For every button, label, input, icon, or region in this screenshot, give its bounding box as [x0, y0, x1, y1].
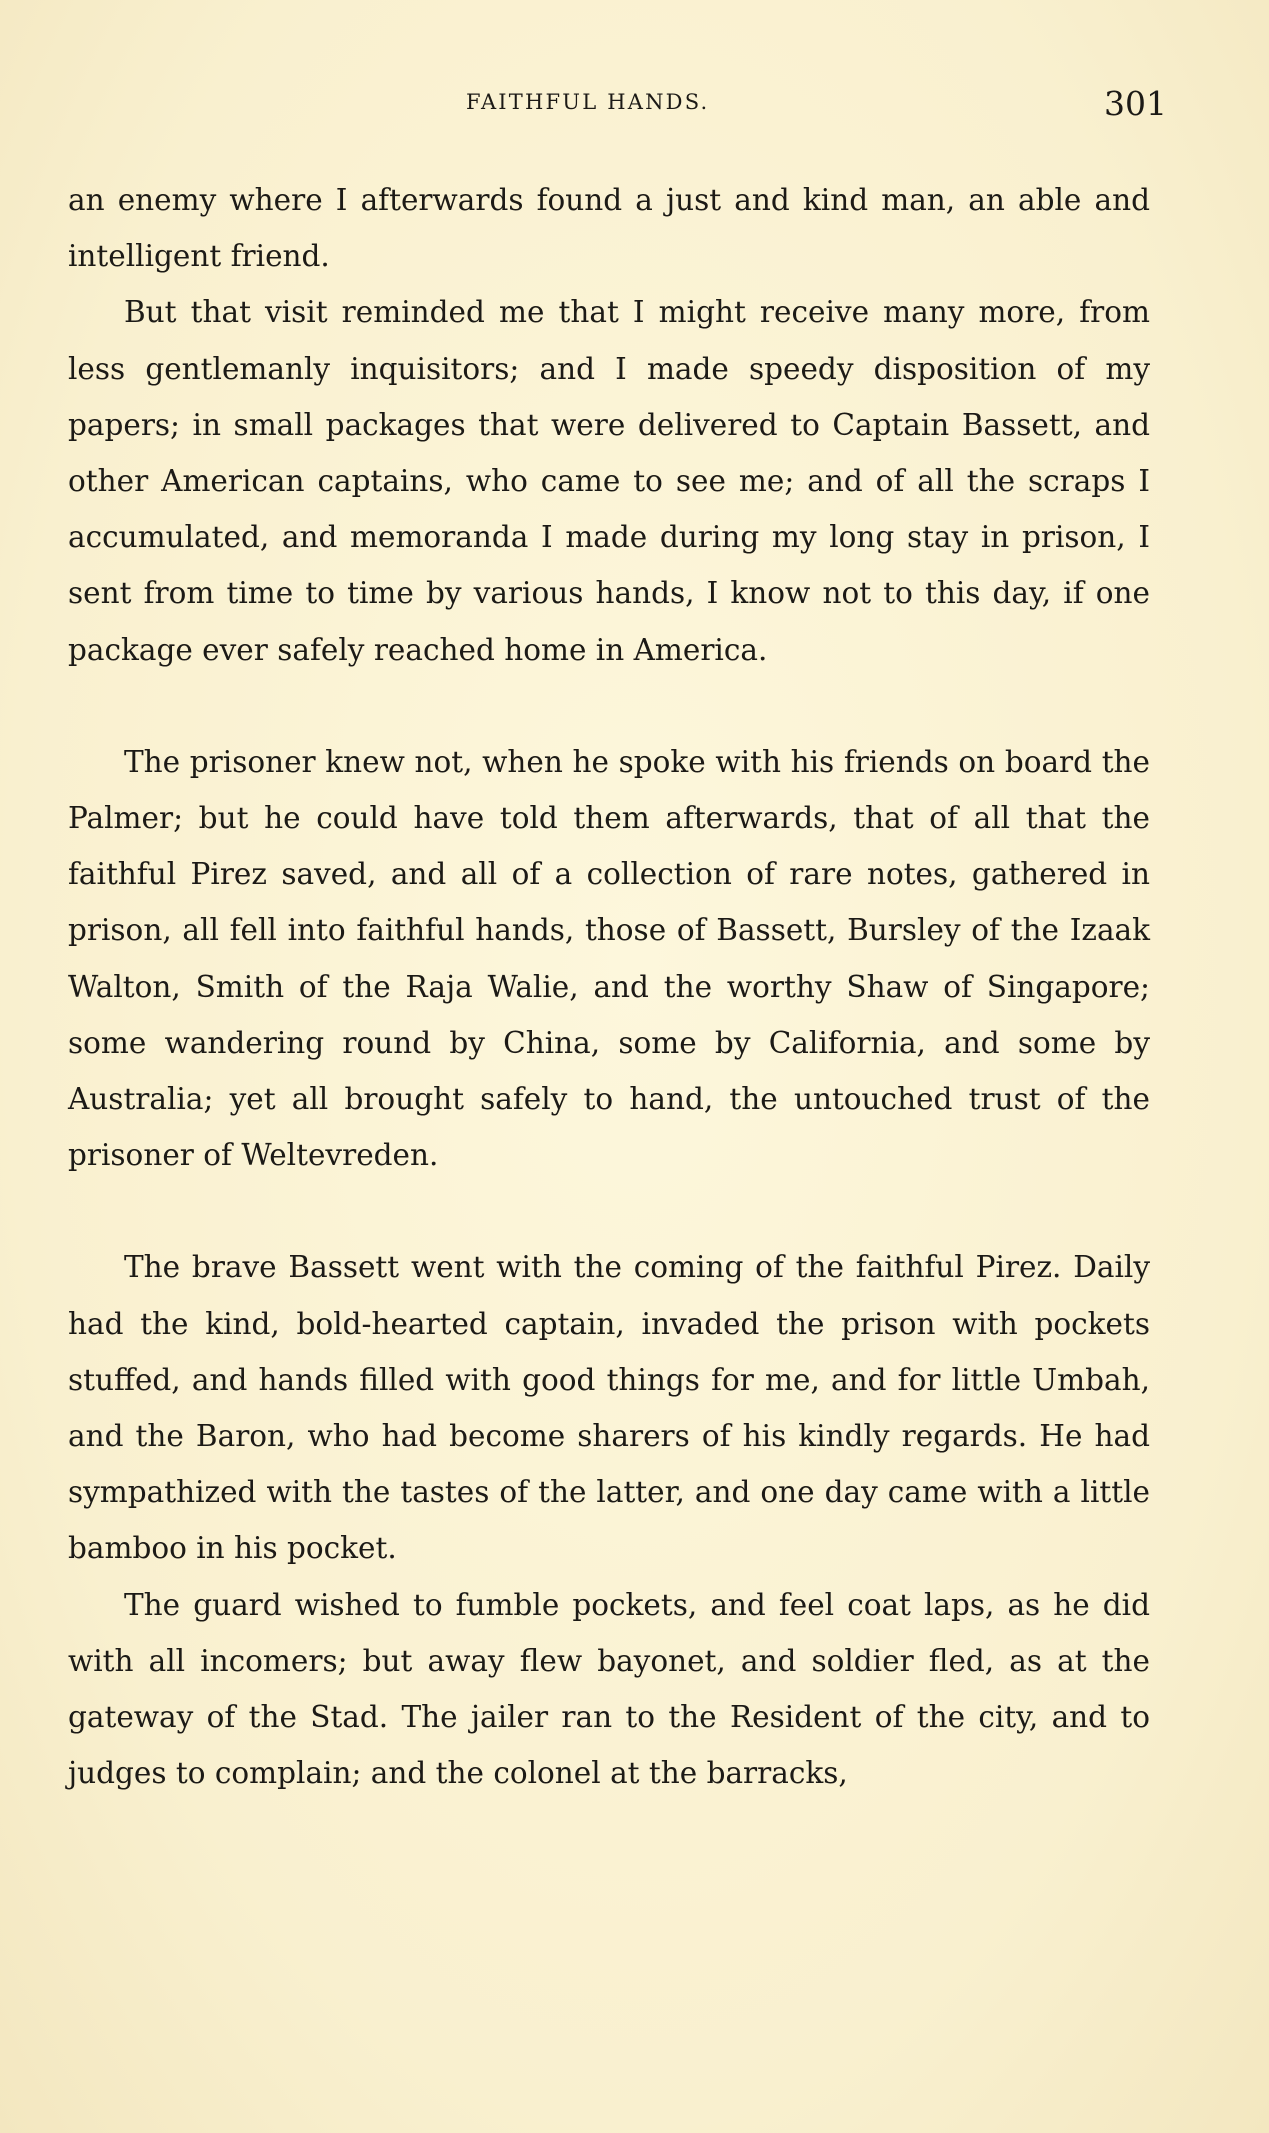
running-head: [0, 84, 1269, 128]
paragraph-papers: But that visit reminded me that I might receive many more, from less gentlemanly inquisitors; and I made speedy disposition of my papers; in small packages that were delivered to Captain Bassett, and other American captains, who came to see me; and of all the scraps I accumulated, and memoranda I made during my long stay in prison, I sent from time to time by various hands, I know not to this day, if one package ever safely reached home in America.: [68, 295, 1150, 667]
paragraph-guard: The guard wished to fumble pockets, and feel coat laps, as he did with all incomers; but away flew bayonet, and soldier fled, as at the gateway of the Stad. The jailer ran to the Resident of the city, and to judges to complain; and the colonel at the barracks,: [68, 1587, 1150, 1791]
body-text: [68, 172, 1150, 1801]
running-title: FAITHFUL HANDS.: [466, 90, 710, 114]
paragraph-prisoner: The prisoner knew not, when he spoke with his friends on board the Palmer; but he could have told them afterwards, that of all that the faithful Pirez saved, and all of a collection of rare notes, gathered in prison, all fell into faithful hands, those of Bassett, Bursley of the Izaak Walton, Smith of the Raja Walie, and the worthy Shaw of Singapore; some wandering round by China, some by California, and some by Australia; yet all brought safely to hand, the untouched trust of the prisoner of Weltevreden.: [68, 744, 1150, 1173]
paragraph-bassett: The brave Bassett went with the coming of the faithful Pirez. Daily had the kind, bold-hearted captain, invaded the prison with pockets stuffed, and hands filled with good things for me, and for little Umbah, and the Baron, who had become sharers of his kindly regards. He had sympathized with the tastes of the latter, and one day came with a little bamboo in his pocket.: [68, 1250, 1150, 1566]
page-number: 301: [1104, 84, 1167, 123]
paragraph-continued: an enemy where I afterwards found a just and kind man, an able and intelligent friend.: [68, 183, 1150, 274]
